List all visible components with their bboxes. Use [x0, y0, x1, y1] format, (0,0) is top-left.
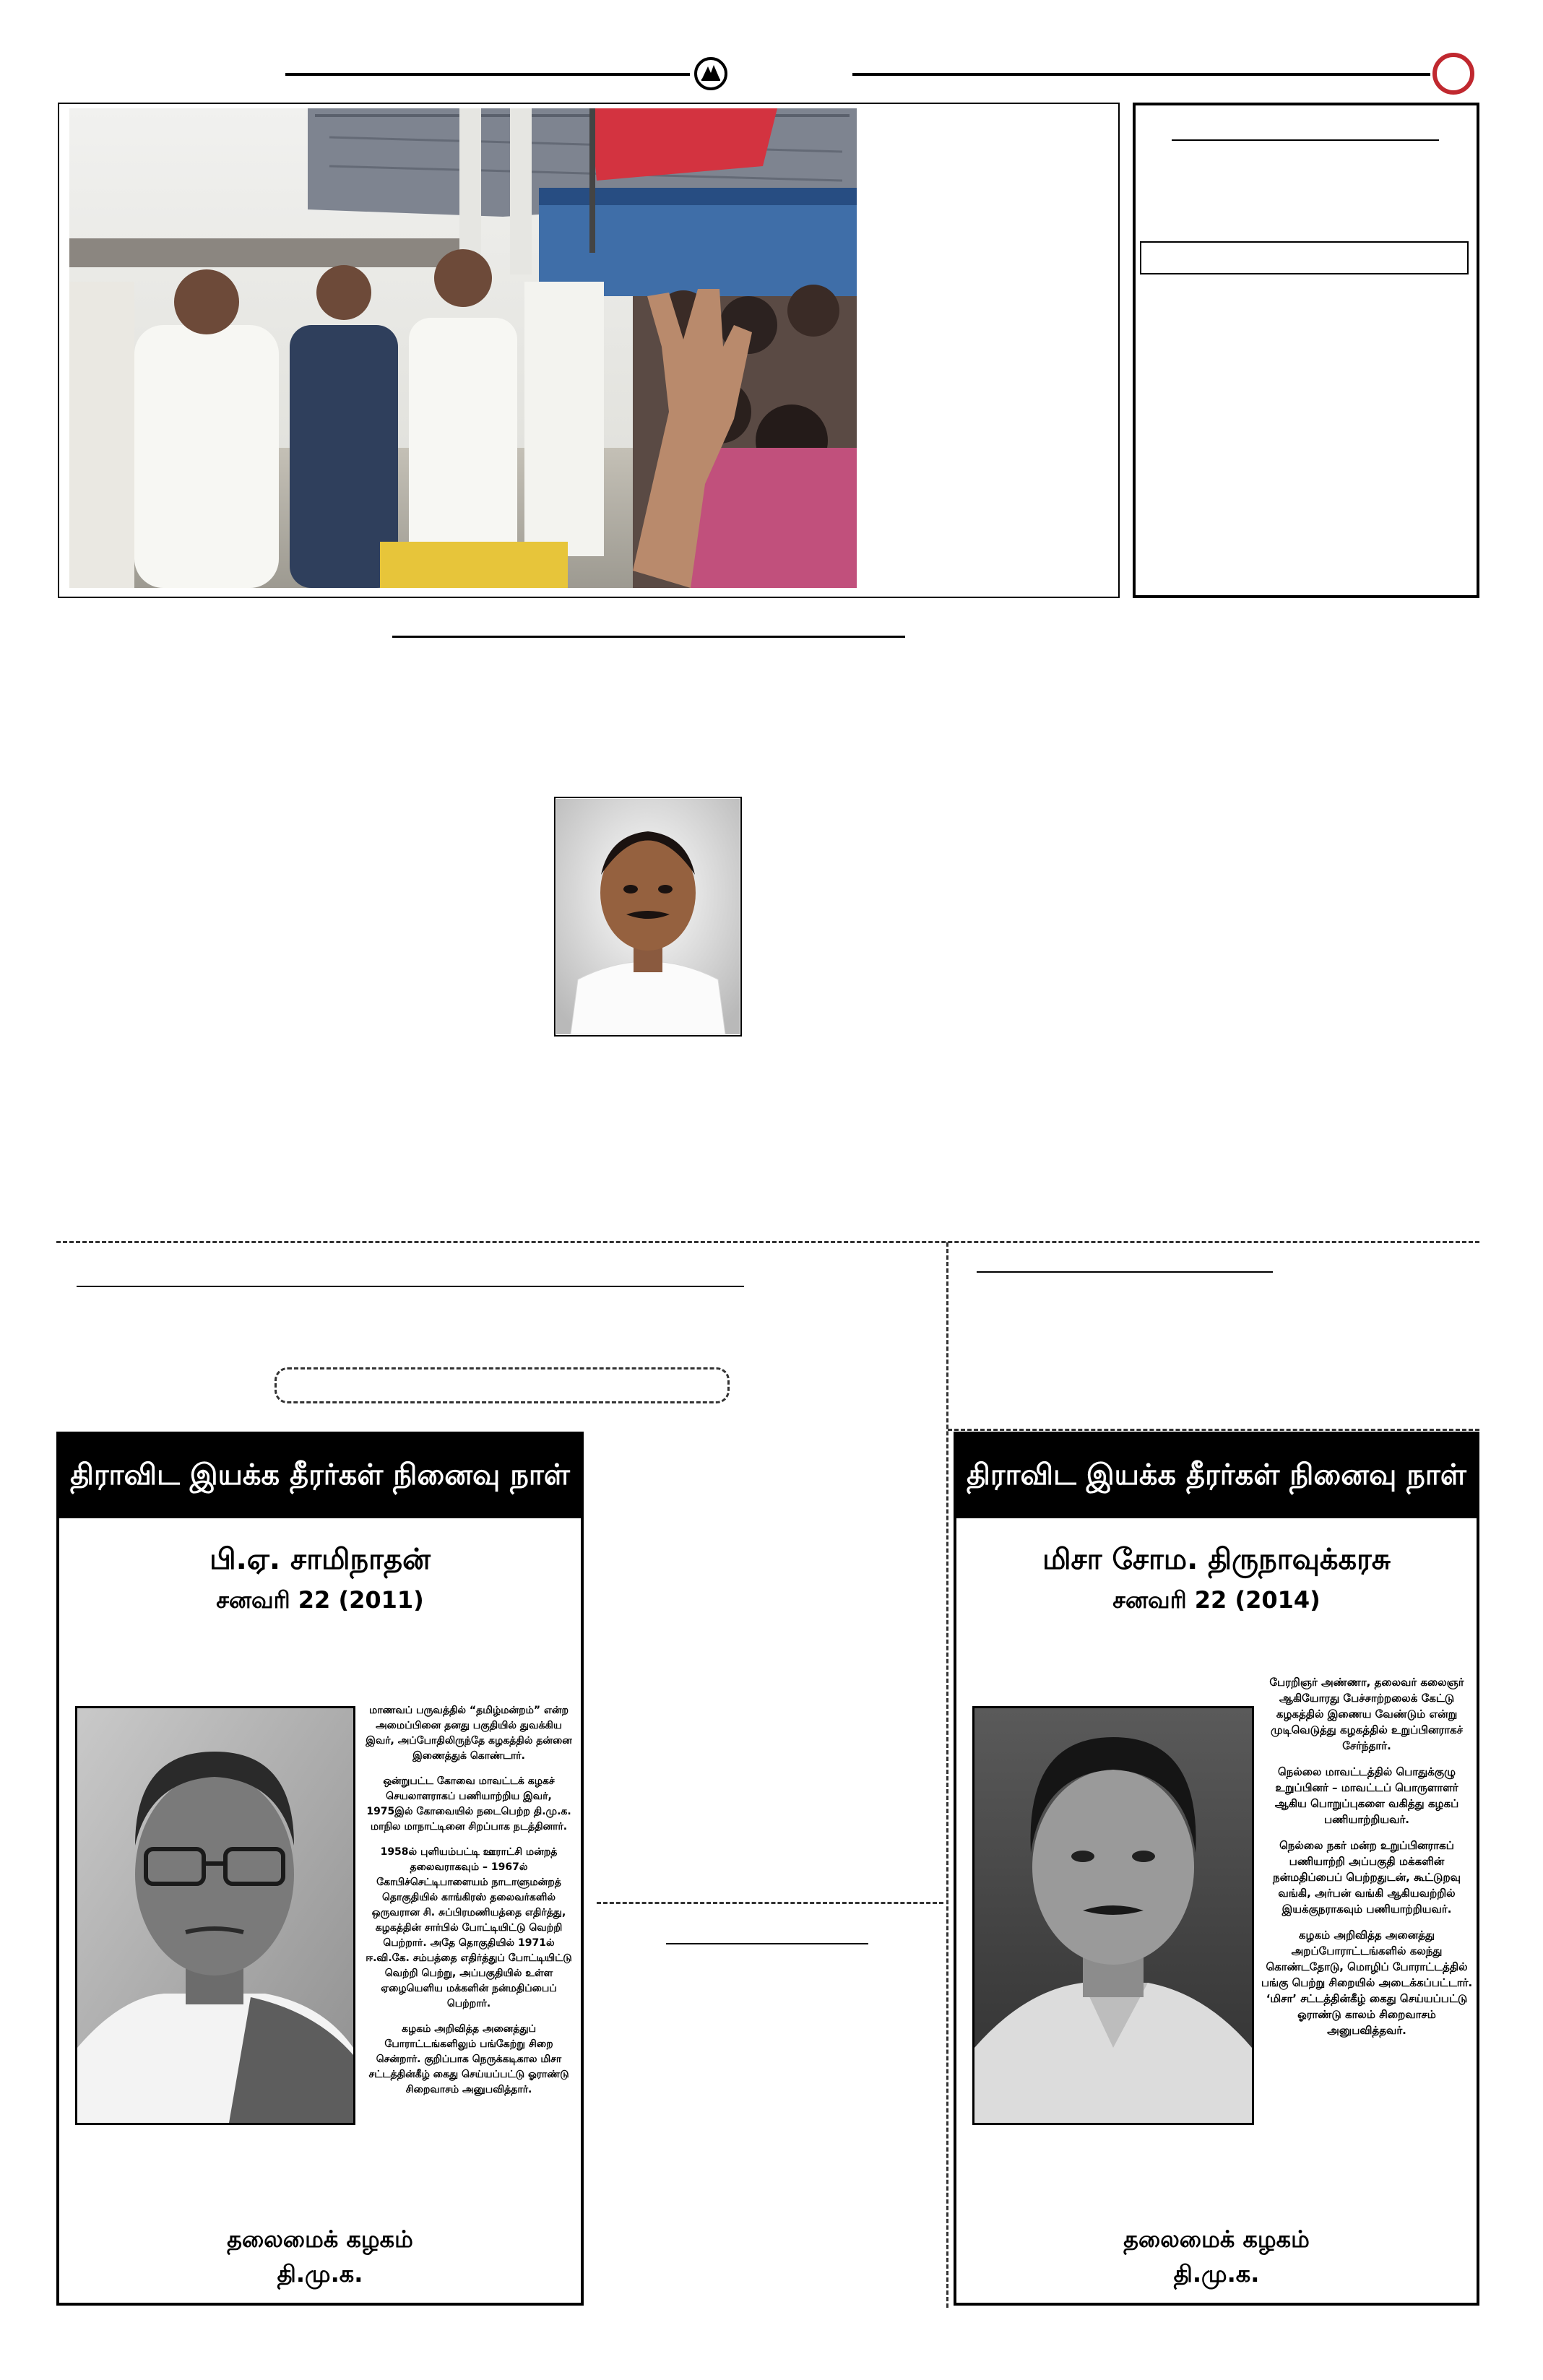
bio-paragraph: கழகம் அறிவித்த அனைத்துப் போராட்டங்களிலும் பங்கேற்று சிறை சென்றார். குறிப்பாக நெருக்கடிகால மிசா சட்டத்தின்கீழ் கைது செய்யப்பட்டு ஓராண்டு சிறைவாசம் அனுபவித்தார்.: [368, 2023, 569, 2095]
bio-paragraph: 1958ல் புளியம்பட்டி ஊராட்சி மன்றத் தலைவராகவும் – 1967ல் கோபிச்செட்டிபாளையம் நாடாளுமன்றத் தொகுதியில் காங்கிரஸ் தலைவர்களில் ஒருவரான சி. சுப்பிரமணியத்தை எதிர்த்து, கழகத்தின் சார்பில் போட்டியிட்டு வெற்றி பெற்றார். அதே தொகுதியில் 1971ல் ஈ.வி.கே. சம்பத்தை எதிர்த்துப் போட்டியிட்டு வெற்றி பெற்று, அப்பகுதியில் உள்ள ஏழையெளிய மக்களின் நன்மதிப்பைப் பெற்றார்.: [366, 1846, 572, 2009]
header-rule-left: [285, 73, 690, 76]
memorial-name: பி.ஏ. சாமிநாதன்: [209, 1543, 431, 1576]
memorial-notice-thirunavukkarasu: [954, 1432, 1479, 2306]
bio-paragraph: கழகம் அறிவித்த அனைத்து அறப்போராட்டங்களில் கலந்து கொண்டதோடு, மொழிப் போராட்டத்தில் பங்கு பெற்று சிறையில் அடைக்கப்பட்டார். ‘மிசா’ சட்டத்தின்கீழ் கைது செய்யப்பட்டு ஓராண்டு காலம் சிறைவாசம் அனுபவித்தவர்.: [1261, 1929, 1473, 2037]
column-divider-vertical: [946, 1242, 948, 2308]
memorial-portrait: [75, 1706, 355, 2125]
memorial-heading: திராவிட இயக்க தீரர்கள் நினைவு நாள்: [956, 1435, 1477, 1518]
memorial-footer: [956, 2222, 1477, 2291]
lower-headline-rule: [77, 1286, 744, 1287]
footer-party: தி.மு.க.: [277, 2260, 363, 2288]
section-divider-horizontal: [56, 1241, 1479, 1243]
footer-headquarters: தலைமைக் கழகம்: [227, 2225, 413, 2253]
bio-paragraph: நெல்லை மாவட்டத்தில் பொதுக்குழு உறுப்பினர் – மாவட்டப் பொருளாளர் ஆகிய பொறுப்புகளை வகித்து கழகப் பணியாற்றியவர்.: [1274, 1765, 1459, 1826]
party-emblem-icon: [693, 56, 728, 91]
bio-paragraph: பேரறிஞர் அண்ணா, தலைவர் கலைஞர் ஆகியோரது பேச்சாற்றலைக் கேட்டு கழகத்தில் இணைய வேண்டும் என்று முடிவெடுத்து கழகத்தில் உறுப்பினராகச் சேர்ந்தார்.: [1269, 1676, 1464, 1752]
bio-paragraph: நெல்லை நகர் மன்ற உறுப்பினராகப் பணியாற்றி அப்பகுதி மக்களின் நன்மதிப்பைப் பெற்றதுடன், கூட்டுறவு வங்கி, அர்பன் வங்கி ஆகியவற்றில் இயக்குநராகவும் பணியாற்றியவர்.: [1272, 1839, 1461, 1916]
lower-caption-pill: [275, 1367, 730, 1403]
portrait-photo: [556, 799, 740, 1034]
memorial-heading: திராவிட இயக்க தீரர்கள் நினைவு நாள்: [59, 1435, 581, 1518]
right-headline-rule: [977, 1271, 1273, 1273]
memorial-footer: [59, 2222, 581, 2291]
page-marker-circle-icon: [1432, 52, 1475, 95]
footer-headquarters: தலைமைக் கழகம்: [1123, 2225, 1310, 2253]
memorial-biography: [361, 1703, 576, 2108]
crowd-greeting-photo: [69, 108, 857, 588]
side-column-caption-box: [1140, 241, 1469, 274]
center-divider: [597, 1902, 943, 1904]
bio-paragraph: மாணவப் பருவத்தில் “தமிழ்மன்றம்” என்ற அமைப்பினை தனது பகுதியில் துவக்கிய இவர், அப்போதிலிருந்தே கழகத்தில் தன்னை இணைத்துக் கொண்டார்.: [366, 1705, 572, 1762]
bio-paragraph: ஒன்றுபட்ட கோவை மாவட்டக் கழகச் செயலாளராகப் பணியாற்றிய இவர், 1975இல் கோவையில் நடைபெற்ற தி.மு.க. மாநில மாநாட்டினை சிறப்பாக நடத்தினார்.: [366, 1775, 571, 1832]
footer-party: தி.மு.க.: [1173, 2260, 1260, 2288]
memorial-date: சனவரி 22 (2011): [216, 1586, 424, 1614]
memorial-biography: [1258, 1674, 1475, 2048]
memorial-notice-saminathan: [56, 1432, 584, 2306]
right-column-divider: [948, 1429, 1479, 1431]
article-headline-rule: [392, 636, 905, 638]
memorial-portrait: [972, 1706, 1254, 2125]
center-small-rule: [666, 1943, 868, 1944]
memorial-date: சனவரி 22 (2014): [1112, 1586, 1321, 1614]
side-column-rule: [1172, 139, 1439, 141]
header-rule-right: [852, 73, 1430, 76]
memorial-name: மிசா சோம. திருநாவுக்கரசு: [1042, 1543, 1391, 1576]
side-column-box: [1133, 103, 1479, 598]
